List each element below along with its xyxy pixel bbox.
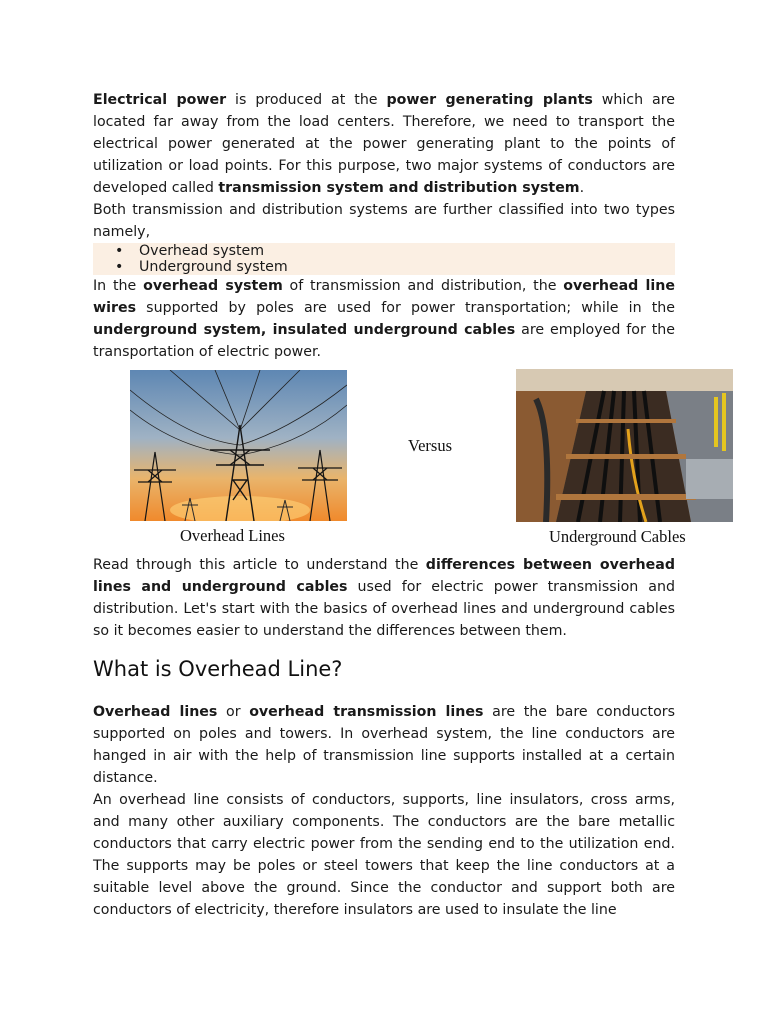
text-run: is produced at the	[226, 92, 387, 108]
versus-label: Versus	[408, 436, 452, 455]
underground-cables-photo	[516, 369, 733, 522]
text-run: are employed for the transportation of electric power.	[93, 322, 675, 360]
section-body	[93, 701, 675, 921]
classification-paragraph: Both transmission and distribution systems are further classified into two types namely,	[93, 202, 675, 240]
intro-paragraph	[93, 89, 675, 199]
bold-term: underground system, insulated underground cables	[93, 322, 516, 338]
text-run: are the bare conductors supported on poles and towers. In overhead system, the line conductors are hanged in air with the help of transmission line supports installed at a certain distance.	[93, 704, 675, 786]
overhead-lines-caption: Overhead Lines	[180, 526, 285, 545]
section-heading: What is Overhead Line?	[93, 657, 343, 681]
bold-term: transmission system and distribution system	[218, 180, 580, 196]
bold-term: overhead transmission lines	[249, 704, 484, 720]
text-run: Read through this article to understand the	[93, 557, 426, 573]
text-run: In the	[93, 278, 144, 294]
overhead-definition-paragraph	[93, 701, 675, 789]
text-run: .	[579, 180, 585, 196]
bold-term: Electrical power	[93, 92, 227, 108]
intro-block	[93, 89, 675, 363]
underground-cables-caption: Underground Cables	[549, 527, 686, 546]
list-item: • Underground system	[93, 259, 675, 275]
read-paragraph	[93, 554, 675, 642]
overhead-lines-photo	[130, 370, 347, 521]
list-item: • Overhead system	[93, 243, 675, 259]
bold-term: differences between overhead lines and underground cables	[93, 557, 676, 595]
components-paragraph: An overhead line consists of conductors, supports, line insulators, cross arms, and many other auxiliary components. The conductors are the bare metallic conductors that carry electric power from the sending end to the utilization end. The supports may be poles or steel towers that keep the line conductors at a suitable level above the ground. Since the conductor and support both are conductors of electricity, therefore insulators are used to insulate the line	[93, 792, 675, 918]
text-run: supported by poles are used for power transportation; while in the	[136, 300, 675, 316]
text-run: used for electric power transmission and distribution. Let's start with the basics of overhead lines and underground cables so it becomes easier to understand the differences between them.	[93, 579, 675, 639]
bold-term: overhead line wires	[93, 278, 676, 316]
text-run: or	[217, 704, 250, 720]
bold-term: Overhead lines	[93, 704, 218, 720]
section-heading-block	[93, 656, 675, 682]
system-types-list	[93, 243, 675, 275]
text-run: which are located far away from the load centers. Therefore, we need to transport the electrical power generated at the power generating plant to the points of utilization or load points. For this purpose, two major systems of conductors are developed called	[93, 92, 675, 196]
systems-paragraph	[93, 275, 675, 363]
bold-term: overhead system	[143, 278, 283, 294]
bold-term: power generating plants	[386, 92, 593, 108]
text-run: of transmission and distribution, the	[282, 278, 564, 294]
read-block	[93, 554, 675, 642]
